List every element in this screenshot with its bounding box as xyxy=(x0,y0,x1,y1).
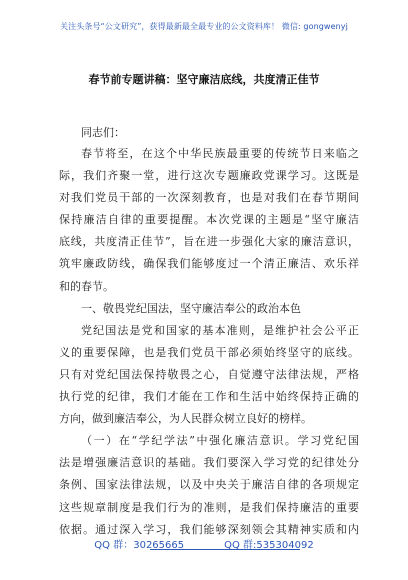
paragraph-line: 保持廉洁自律的重要提醒。本次党课的主题是“坚守廉洁 xyxy=(59,213,359,227)
paragraph-line: 春节将至，在这个中华民族最重要的传统节日来临之 xyxy=(81,147,359,160)
paragraph-line: （一）在“学纪学法”中强化廉洁意识。学习党纪国 xyxy=(81,434,359,448)
section-heading: 一、敬畏党纪国法，坚守廉洁奉公的政治本色 xyxy=(81,301,301,315)
paragraph-line: 依据。通过深入学习，我们能够深刻领会其精神实质和内 xyxy=(59,522,359,536)
paragraph-line: 这些规章制度是我们行为的准则，是我们保持廉洁的重要 xyxy=(59,500,359,514)
paragraph-line: 法是增强廉洁意识的基础。我们要深入学习党的纪律处分 xyxy=(59,456,359,470)
header-notice: 关注头条号“公文研究”，获得最新最全最专业的公文资料库！ 微信: gongwenyj xyxy=(60,22,348,31)
paragraph-line: 方向，做到廉洁奉公，为人民群众树立良好的榜样。 xyxy=(59,412,312,426)
paragraph-line: 条例、国家法律法规，以及中央关于廉洁自律的各项规定 xyxy=(59,478,359,492)
paragraph-line: 义的重要保障，也是我们党员干部必须始终坚守的底线。 xyxy=(59,345,359,359)
document-title: 春节前专题讲稿：坚守廉洁底线，共度清正佳节 xyxy=(88,73,320,86)
salutation: 同志们： xyxy=(81,126,125,139)
paragraph-line: 只有对党纪国法保持敬畏之心，自觉遵守法律法规，严格 xyxy=(59,367,359,381)
paragraph-line: 筑牢廉政防线，确保我们能够度过一个清正廉洁、欢乐祥 xyxy=(59,257,359,271)
document-body xyxy=(59,143,359,541)
paragraph-line: 和的春节。 xyxy=(59,279,114,293)
paragraph-line: 底线，共度清正佳节”，旨在进一步强化大家的廉洁意识， xyxy=(59,235,359,249)
footer-underline xyxy=(150,549,300,550)
footer-qq-group-1: QQ 群：30265665 xyxy=(94,540,185,551)
paragraph-line: 对我们党员干部的一次深刻教育，也是对我们在春节期间 xyxy=(59,191,359,205)
paragraph-line: 执行党的纪律，我们才能在工作和生活中始终保持正确的 xyxy=(59,390,359,404)
paragraph-line: 际，我们齐聚一堂，进行这次专题廉政党课学习。这既是 xyxy=(59,169,359,183)
footer-qq-group-2: QQ 群:535304092 xyxy=(224,540,314,551)
paragraph-line: 党纪国法是党和国家的基本准则，是维护社会公平正 xyxy=(81,323,359,337)
